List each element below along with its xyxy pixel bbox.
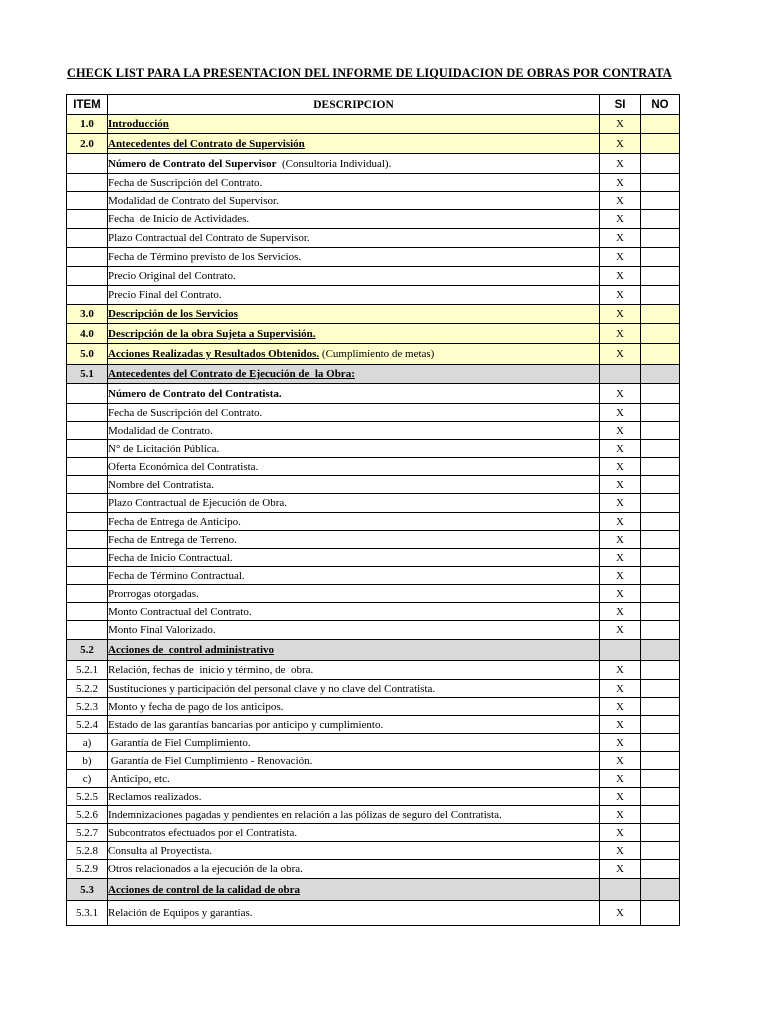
row-description-main: Oferta Económica del Contratista. xyxy=(108,460,259,473)
table-row xyxy=(67,494,680,513)
table-row xyxy=(67,603,680,621)
row-si-mark: X xyxy=(600,286,641,305)
row-item-number xyxy=(67,248,108,267)
row-no-mark xyxy=(641,824,680,842)
row-si-mark: X xyxy=(600,476,641,494)
row-si-mark: X xyxy=(600,603,641,621)
row-item-number xyxy=(67,458,108,476)
table-row xyxy=(67,698,680,716)
row-no-mark xyxy=(641,494,680,513)
row-si-mark: X xyxy=(600,384,641,404)
row-description-main: Indemnizaciones pagadas y pendientes en relación a las pólizas de seguro del Contratista. xyxy=(108,808,502,821)
row-no-mark xyxy=(641,365,680,384)
row-no-mark xyxy=(641,440,680,458)
table-row xyxy=(67,621,680,640)
row-item-number xyxy=(67,567,108,585)
row-item-number xyxy=(67,513,108,531)
row-item-number: 5.2.8 xyxy=(67,842,108,860)
row-no-mark xyxy=(641,752,680,770)
row-description xyxy=(108,901,600,926)
row-no-mark xyxy=(641,806,680,824)
row-description xyxy=(108,621,600,640)
row-si-mark: X xyxy=(600,752,641,770)
row-no-mark xyxy=(641,134,680,154)
row-description xyxy=(108,174,600,192)
row-item-number xyxy=(67,192,108,210)
row-no-mark xyxy=(641,842,680,860)
row-description xyxy=(108,404,600,422)
row-item-number: 5.2.6 xyxy=(67,806,108,824)
row-description-main: Fecha de Entrega de Anticipo. xyxy=(108,515,241,528)
table-row xyxy=(67,267,680,286)
table-row xyxy=(67,384,680,404)
table-row xyxy=(67,770,680,788)
row-description-main: Precio Final del Contrato. xyxy=(108,289,222,301)
row-item-number: 2.0 xyxy=(67,134,108,154)
checklist-body xyxy=(67,95,680,926)
row-item-number xyxy=(67,440,108,458)
row-description-main: Introducción xyxy=(108,118,169,130)
row-no-mark xyxy=(641,788,680,806)
row-description-main: Otros relacionados a la ejecución de la obra. xyxy=(108,863,303,875)
row-description xyxy=(108,567,600,585)
row-description-main: Estado de las garantías bancarias por anticipo y cumplimiento. xyxy=(108,718,384,731)
row-no-mark xyxy=(641,458,680,476)
row-si-mark: X xyxy=(600,806,641,824)
row-item-number: 5.2.9 xyxy=(67,860,108,879)
row-item-number: 5.3 xyxy=(67,879,108,901)
row-description-main: Descripción de la obra Sujeta a Supervisión. xyxy=(108,327,316,340)
row-description xyxy=(108,680,600,698)
row-item-number xyxy=(67,154,108,174)
row-item-number xyxy=(67,267,108,286)
row-no-mark xyxy=(641,879,680,901)
row-item-number: b) xyxy=(67,752,108,770)
row-si-mark: X xyxy=(600,788,641,806)
table-row xyxy=(67,806,680,824)
row-si-mark: X xyxy=(600,901,641,926)
row-si-mark: X xyxy=(600,531,641,549)
table-row xyxy=(67,458,680,476)
row-description xyxy=(108,549,600,567)
table-row xyxy=(67,476,680,494)
row-item-number xyxy=(67,174,108,192)
document-title: CHECK LIST PARA LA PRESENTACION DEL INFORME DE LIQUIDACION DE OBRAS POR CONTRATA xyxy=(67,66,672,80)
row-description xyxy=(108,788,600,806)
row-description-main: Prorrogas otorgadas. xyxy=(108,587,199,600)
row-description-main: Relación, fechas de inicio y término, de obra. xyxy=(108,664,314,676)
table-row xyxy=(67,286,680,305)
row-item-number xyxy=(67,621,108,640)
row-description-main: Sustituciones y participación del personal clave y no clave del Contratista. xyxy=(108,682,436,695)
row-no-mark xyxy=(641,324,680,344)
table-row xyxy=(67,344,680,365)
row-si-mark: X xyxy=(600,513,641,531)
row-item-number xyxy=(67,210,108,229)
row-description xyxy=(108,422,600,440)
row-description xyxy=(108,384,600,404)
row-description-main: Monto y fecha de pago de los anticipos. xyxy=(108,700,284,713)
header-item: ITEM xyxy=(67,95,108,115)
row-description-main: Subcontratos efectuados por el Contratista. xyxy=(108,826,298,839)
row-no-mark xyxy=(641,248,680,267)
row-description xyxy=(108,513,600,531)
row-si-mark: X xyxy=(600,860,641,879)
row-description-main: Acciones Realizadas y Resultados Obtenidos. xyxy=(108,348,320,360)
table-row xyxy=(67,210,680,229)
row-no-mark xyxy=(641,661,680,680)
row-description xyxy=(108,440,600,458)
row-no-mark xyxy=(641,640,680,661)
row-description xyxy=(108,248,600,267)
row-description xyxy=(108,494,600,513)
row-si-mark: X xyxy=(600,229,641,248)
row-si-mark: X xyxy=(600,734,641,752)
row-si-mark: X xyxy=(600,134,641,154)
row-description-main: Fecha de Suscripción del Contrato. xyxy=(108,176,263,189)
row-si-mark: X xyxy=(600,422,641,440)
table-row xyxy=(67,901,680,926)
row-no-mark xyxy=(641,860,680,879)
row-description-main: Fecha de Término previsto de los Servicios. xyxy=(108,251,302,263)
table-row xyxy=(67,531,680,549)
row-item-number xyxy=(67,549,108,567)
row-no-mark xyxy=(641,901,680,926)
row-description-main: Nombre del Contratista. xyxy=(108,478,215,491)
table-row xyxy=(67,324,680,344)
row-item-number xyxy=(67,286,108,305)
row-description xyxy=(108,305,600,324)
row-no-mark xyxy=(641,267,680,286)
row-description xyxy=(108,134,600,154)
row-item-number: c) xyxy=(67,770,108,788)
row-description-main: Relación de Equipos y garantías. xyxy=(108,907,253,919)
row-description-main: Antecedentes del Contrato de Supervisión xyxy=(108,137,305,150)
table-row xyxy=(67,716,680,734)
row-description-main: Número de Contrato del Contratista. xyxy=(108,387,282,400)
row-si-mark: X xyxy=(600,324,641,344)
row-description-main: Fecha de Inicio de Actividades. xyxy=(108,213,250,225)
row-description xyxy=(108,824,600,842)
header-row xyxy=(67,95,680,115)
row-description-main: Fecha de Término Contractual. xyxy=(108,569,245,582)
table-row xyxy=(67,305,680,324)
row-si-mark: X xyxy=(600,458,641,476)
row-description xyxy=(108,661,600,680)
row-no-mark xyxy=(641,404,680,422)
row-no-mark xyxy=(641,344,680,365)
row-description-extra: (Cumplimiento de metas) xyxy=(319,348,435,360)
row-no-mark xyxy=(641,305,680,324)
row-description-main: Antecedentes del Contrato de Ejecución de la Obra: xyxy=(108,368,355,380)
row-description xyxy=(108,640,600,661)
row-item-number xyxy=(67,476,108,494)
row-description-main: Modalidad de Contrato del Supervisor. xyxy=(108,194,279,207)
row-item-number xyxy=(67,422,108,440)
row-si-mark xyxy=(600,879,641,901)
row-si-mark: X xyxy=(600,842,641,860)
row-item-number xyxy=(67,603,108,621)
row-si-mark: X xyxy=(600,567,641,585)
table-row xyxy=(67,585,680,603)
row-item-number: 5.2.5 xyxy=(67,788,108,806)
table-row xyxy=(67,680,680,698)
row-si-mark: X xyxy=(600,210,641,229)
row-description-main: Fecha de Entrega de Terreno. xyxy=(108,533,237,546)
row-description-main: Monto Contractual del Contrato. xyxy=(108,605,252,618)
row-description xyxy=(108,603,600,621)
row-no-mark xyxy=(641,716,680,734)
table-row xyxy=(67,513,680,531)
table-row xyxy=(67,842,680,860)
row-description xyxy=(108,752,600,770)
table-row xyxy=(67,640,680,661)
table-row xyxy=(67,248,680,267)
row-no-mark xyxy=(641,115,680,134)
row-no-mark xyxy=(641,422,680,440)
row-no-mark xyxy=(641,210,680,229)
row-si-mark: X xyxy=(600,549,641,567)
row-si-mark: X xyxy=(600,440,641,458)
row-description xyxy=(108,286,600,305)
row-no-mark xyxy=(641,603,680,621)
row-description xyxy=(108,192,600,210)
row-description-main: Descripción de los Servicios xyxy=(108,308,238,320)
row-description-main: Garantía de Fiel Cumplimiento. xyxy=(108,736,251,749)
row-no-mark xyxy=(641,286,680,305)
row-description-main: Monto Final Valorizado. xyxy=(108,624,216,636)
row-no-mark xyxy=(641,621,680,640)
row-description xyxy=(108,734,600,752)
row-no-mark xyxy=(641,531,680,549)
table-row xyxy=(67,174,680,192)
row-description xyxy=(108,458,600,476)
row-item-number xyxy=(67,494,108,513)
row-description-main: Fecha de Suscripción del Contrato. xyxy=(108,406,263,419)
row-description-main: Acciones de control de la calidad de obra xyxy=(108,883,300,896)
row-item-number: 5.1 xyxy=(67,365,108,384)
row-item-number xyxy=(67,585,108,603)
row-item-number: 5.2.4 xyxy=(67,716,108,734)
table-row xyxy=(67,440,680,458)
row-item-number: 5.2 xyxy=(67,640,108,661)
table-row xyxy=(67,115,680,134)
table-row xyxy=(67,734,680,752)
row-si-mark: X xyxy=(600,585,641,603)
row-no-mark xyxy=(641,229,680,248)
row-description xyxy=(108,115,600,134)
table-row xyxy=(67,404,680,422)
row-item-number xyxy=(67,404,108,422)
row-item-number: 5.2.7 xyxy=(67,824,108,842)
row-description-main: N° de Licitación Pública. xyxy=(108,442,220,455)
row-description-main: Reclamos realizados. xyxy=(108,790,202,803)
row-description xyxy=(108,806,600,824)
row-si-mark: X xyxy=(600,192,641,210)
table-row xyxy=(67,192,680,210)
row-si-mark: X xyxy=(600,248,641,267)
row-description xyxy=(108,879,600,901)
row-no-mark xyxy=(641,174,680,192)
table-row xyxy=(67,229,680,248)
row-description-main: Consulta al Proyectista. xyxy=(108,844,213,857)
row-no-mark xyxy=(641,549,680,567)
row-description xyxy=(108,267,600,286)
table-row xyxy=(67,154,680,174)
row-si-mark: X xyxy=(600,661,641,680)
row-description-main: Acciones de control administrativo xyxy=(108,644,275,656)
row-item-number: 1.0 xyxy=(67,115,108,134)
row-description-main: Garantía de Fiel Cumplimiento - Renovación. xyxy=(108,754,313,767)
row-si-mark: X xyxy=(600,115,641,134)
table-row xyxy=(67,879,680,901)
row-item-number: 4.0 xyxy=(67,324,108,344)
row-description xyxy=(108,154,600,174)
row-description-main: Plazo Contractual de Ejecución de Obra. xyxy=(108,497,287,509)
row-si-mark: X xyxy=(600,404,641,422)
header-descripcion: DESCRIPCION xyxy=(108,95,600,115)
row-item-number: 3.0 xyxy=(67,305,108,324)
row-si-mark: X xyxy=(600,621,641,640)
row-item-number xyxy=(67,531,108,549)
row-no-mark xyxy=(641,567,680,585)
row-no-mark xyxy=(641,192,680,210)
row-si-mark: X xyxy=(600,154,641,174)
row-no-mark xyxy=(641,585,680,603)
row-description xyxy=(108,585,600,603)
row-no-mark xyxy=(641,770,680,788)
row-item-number xyxy=(67,384,108,404)
row-si-mark: X xyxy=(600,824,641,842)
row-description-main: Fecha de Inicio Contractual. xyxy=(108,551,233,564)
table-row xyxy=(67,365,680,384)
row-si-mark: X xyxy=(600,344,641,365)
row-si-mark: X xyxy=(600,716,641,734)
row-item-number: 5.0 xyxy=(67,344,108,365)
table-row xyxy=(67,788,680,806)
row-description xyxy=(108,770,600,788)
row-description-main: Número de Contrato del Supervisor xyxy=(108,157,277,170)
row-description xyxy=(108,860,600,879)
row-si-mark: X xyxy=(600,267,641,286)
checklist-table xyxy=(66,94,680,926)
row-no-mark xyxy=(641,384,680,404)
header-no: NO xyxy=(641,95,680,115)
row-description xyxy=(108,210,600,229)
row-description xyxy=(108,229,600,248)
table-row xyxy=(67,567,680,585)
row-si-mark: X xyxy=(600,305,641,324)
row-description xyxy=(108,842,600,860)
row-description-extra: (Consultoria Individual). xyxy=(276,157,392,170)
row-description xyxy=(108,531,600,549)
row-si-mark: X xyxy=(600,680,641,698)
row-no-mark xyxy=(641,513,680,531)
row-description xyxy=(108,365,600,384)
row-item-number xyxy=(67,229,108,248)
table-row xyxy=(67,824,680,842)
table-row xyxy=(67,860,680,879)
row-description xyxy=(108,698,600,716)
row-no-mark xyxy=(641,698,680,716)
row-description xyxy=(108,716,600,734)
row-description xyxy=(108,324,600,344)
row-description xyxy=(108,344,600,365)
row-no-mark xyxy=(641,734,680,752)
row-si-mark: X xyxy=(600,770,641,788)
row-no-mark xyxy=(641,680,680,698)
row-item-number: 5.2.2 xyxy=(67,680,108,698)
row-description-main: Plazo Contractual del Contrato de Supervisor. xyxy=(108,232,310,244)
row-si-mark xyxy=(600,365,641,384)
row-description xyxy=(108,476,600,494)
table-row xyxy=(67,549,680,567)
table-row xyxy=(67,134,680,154)
header-si: SI xyxy=(600,95,641,115)
row-description-main: Precio Original del Contrato. xyxy=(108,270,236,282)
row-item-number: 5.2.3 xyxy=(67,698,108,716)
table-row xyxy=(67,752,680,770)
row-item-number: 5.2.1 xyxy=(67,661,108,680)
row-description-main: Modalidad de Contrato. xyxy=(108,424,213,437)
row-si-mark xyxy=(600,640,641,661)
row-item-number: a) xyxy=(67,734,108,752)
row-description-main: Anticipo, etc. xyxy=(108,772,170,785)
row-si-mark: X xyxy=(600,174,641,192)
row-no-mark xyxy=(641,154,680,174)
row-si-mark: X xyxy=(600,494,641,513)
table-row xyxy=(67,661,680,680)
table-row xyxy=(67,422,680,440)
row-item-number: 5.3.1 xyxy=(67,901,108,926)
row-no-mark xyxy=(641,476,680,494)
row-si-mark: X xyxy=(600,698,641,716)
